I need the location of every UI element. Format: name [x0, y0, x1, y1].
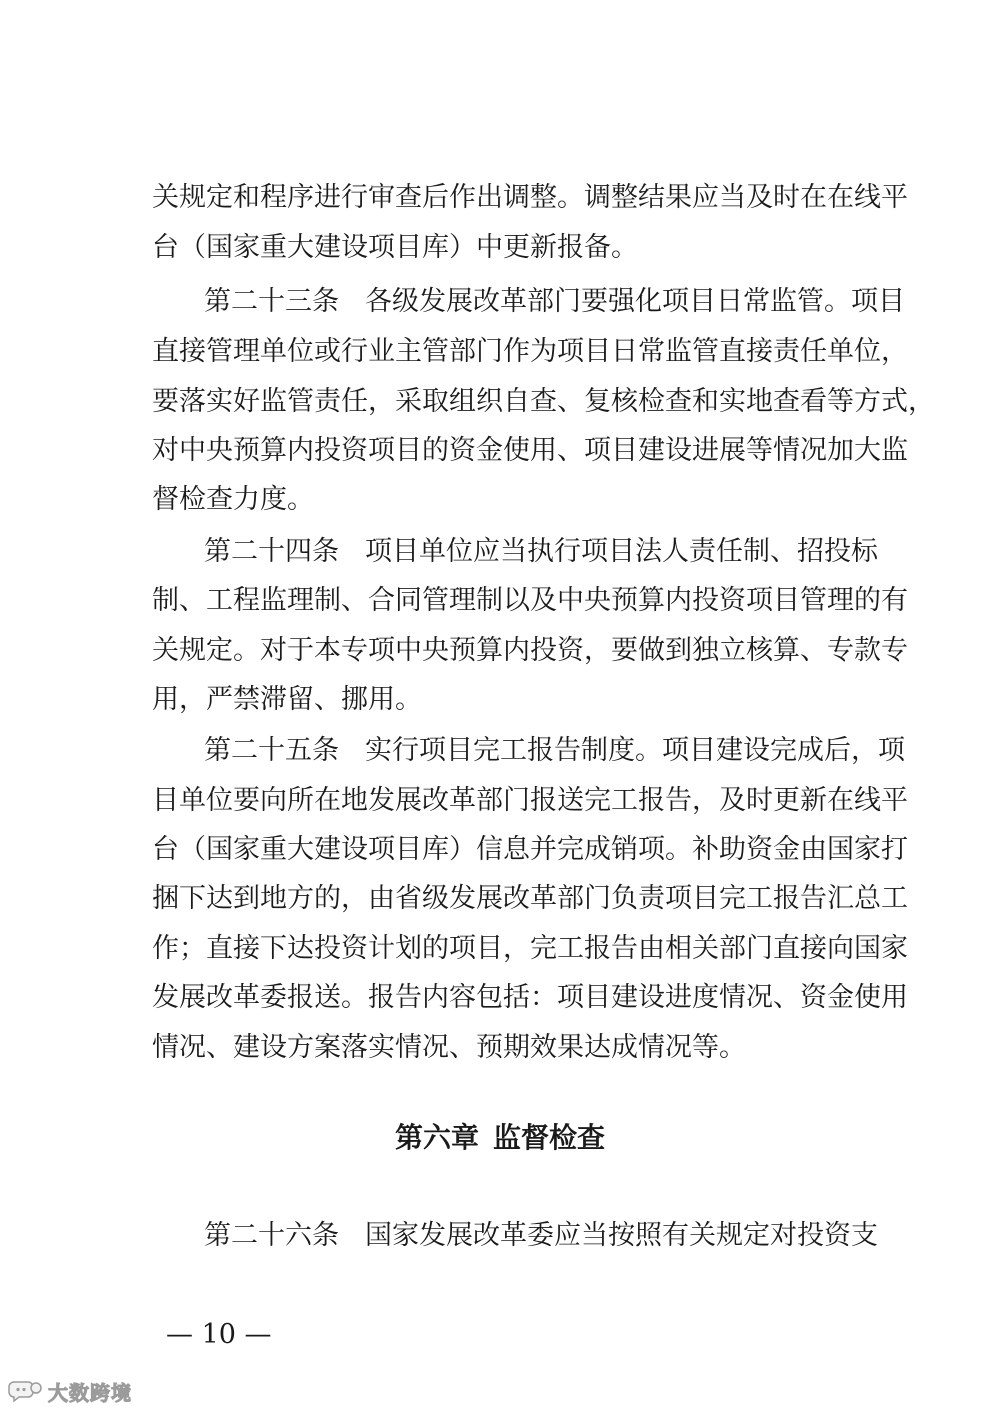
text-line: 目单位要向所在地发展改革部门报送完工报告，及时更新在线平 [152, 785, 908, 816]
page-number: — 10 — [166, 1319, 272, 1350]
text-line: 作；直接下达投资计划的项目，完工报告由相关部门直接向国家 [152, 933, 908, 964]
text-line: 对中央预算内投资项目的资金使用、项目建设进展等情况加大监 [152, 435, 908, 466]
article-24-line [204, 536, 878, 567]
text-line: 关规定和程序进行审查后作出调整。调整结果应当及时在在线平 [152, 182, 908, 213]
watermark [8, 1378, 132, 1404]
chapter-title: 监督检查 [493, 1121, 606, 1154]
chapter-number: 第六章 [394, 1121, 479, 1154]
text-line: 实行项目完工报告制度。项目建设完成后，项 [365, 735, 905, 766]
watermark-text: 大数跨境 [48, 1380, 132, 1405]
article-26-line [204, 1220, 878, 1251]
article-25-number: 第二十五条 [204, 735, 339, 766]
article-23-number: 第二十三条 [204, 286, 339, 317]
text-line: 情况、建设方案落实情况、预期效果达成情况等。 [152, 1032, 746, 1063]
speech-bubble-logo-icon [8, 1379, 44, 1403]
text-line: 国家发展改革委应当按照有关规定对投资支 [365, 1220, 878, 1251]
text-line: 发展改革委报送。报告内容包括：项目建设进度情况、资金使用 [152, 982, 908, 1013]
article-25-line [204, 735, 905, 766]
chapter-heading [0, 1121, 1000, 1154]
text-line: 要落实好监管责任，采取组织自查、复核检查和实地查看等方式， [152, 386, 935, 417]
text-line: 各级发展改革部门要强化项目日常监管。项目 [365, 286, 905, 317]
article-26-number: 第二十六条 [204, 1220, 339, 1251]
text-line: 用，严禁滞留、挪用。 [152, 684, 422, 715]
article-23-line [204, 286, 905, 317]
text-line: 关规定。对于本专项中央预算内投资，要做到独立核算、专款专 [152, 635, 908, 666]
text-line: 制、工程监理制、合同管理制以及中央预算内投资项目管理的有 [152, 585, 908, 616]
text-line: 直接管理单位或行业主管部门作为项目日常监管直接责任单位， [152, 336, 908, 367]
article-24-number: 第二十四条 [204, 536, 339, 567]
text-line: 台（国家重大建设项目库）中更新报备。 [152, 232, 638, 263]
text-line: 台（国家重大建设项目库）信息并完成销项。补助资金由国家打 [152, 834, 908, 865]
text-line: 捆下达到地方的，由省级发展改革部门负责项目完工报告汇总工 [152, 883, 908, 914]
text-line: 项目单位应当执行项目法人责任制、招投标 [365, 536, 878, 567]
text-line: 督检查力度。 [152, 484, 314, 515]
